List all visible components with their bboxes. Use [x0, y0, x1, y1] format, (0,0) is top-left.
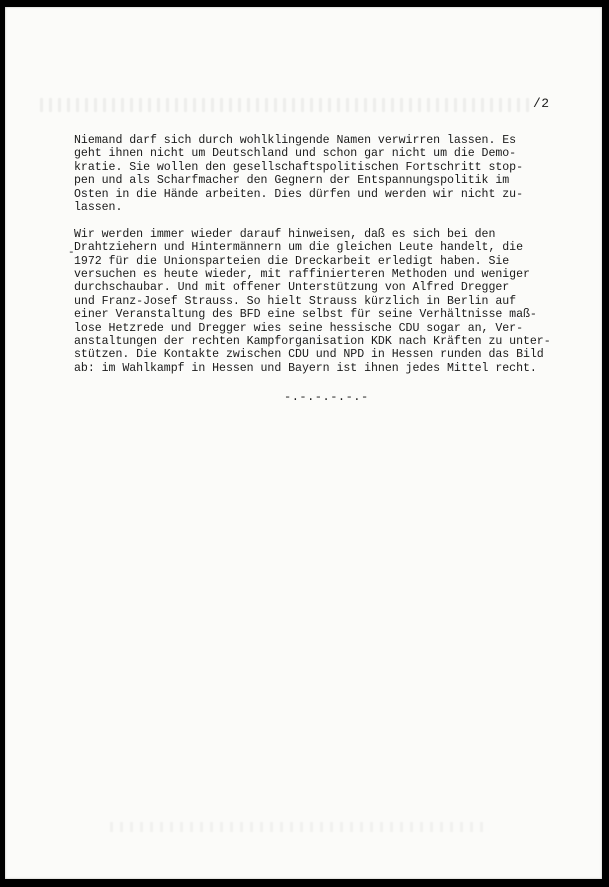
paragraph-1 — [74, 134, 594, 214]
text-line: lose Hetzrede und Dregger wies seine hessische CDU sogar an, Ver- — [74, 321, 523, 335]
text-line: ab: im Wahlkampf in Hessen und Bayern ist ihnen jedes Mittel recht. — [74, 361, 537, 375]
text-line: stützen. Die Kontakte zwischen CDU und NPD in Hessen runden das Bild — [74, 348, 544, 362]
paragraph-2 — [74, 228, 594, 375]
section-separator: -.-.-.-.-.- — [284, 390, 369, 404]
text-line: einer Veranstaltung des BFD eine selbst für seine Verhältnisse maß- — [74, 308, 537, 322]
text-line: Osten in die Hände arbeiten. Dies dürfen und werden wir nicht zu- — [74, 187, 523, 201]
text-line: durchschaubar. Und mit offener Unterstützung von Alfred Dregger — [74, 281, 510, 295]
text-line: versuchen es heute wieder, mit raffinierteren Methoden und weniger — [74, 268, 530, 282]
bleed-through-artifact — [40, 98, 530, 112]
text-line: und Franz-Josef Strauss. So hielt Strauss kürzlich in Berlin auf — [74, 294, 517, 308]
bleed-through-artifact-bottom — [110, 822, 490, 832]
text-line: lassen. — [74, 201, 123, 215]
page-number: /2 — [533, 96, 550, 111]
text-line: Niemand darf sich durch wohlklingende Namen verwirren lassen. Es — [74, 134, 517, 147]
text-line: Wir werden immer wieder darauf hinweisen, daß es sich bei den — [74, 227, 496, 241]
text-line: geht ihnen nicht um Deutschland und schon gar nicht um die Demo- — [74, 147, 517, 161]
text-line: pen und als Scharfmacher den Gegnern der Entspannungspolitik im — [74, 174, 510, 188]
text-line: Drahtziehern und Hintermännern um die gleichen Leute handelt, die — [74, 241, 523, 255]
text-line: kratie. Sie wollen den gesellschaftspolitischen Fortschritt stop- — [74, 160, 523, 174]
text-line: anstaltungen der rechten Kampforganisation KDK nach Kräften zu unter- — [74, 335, 551, 349]
body-text — [74, 134, 594, 389]
text-line: 1972 für die Unionsparteien die Dreckarbeit erledigt haben. Sie — [74, 254, 510, 268]
margin-mark: - — [68, 247, 75, 259]
